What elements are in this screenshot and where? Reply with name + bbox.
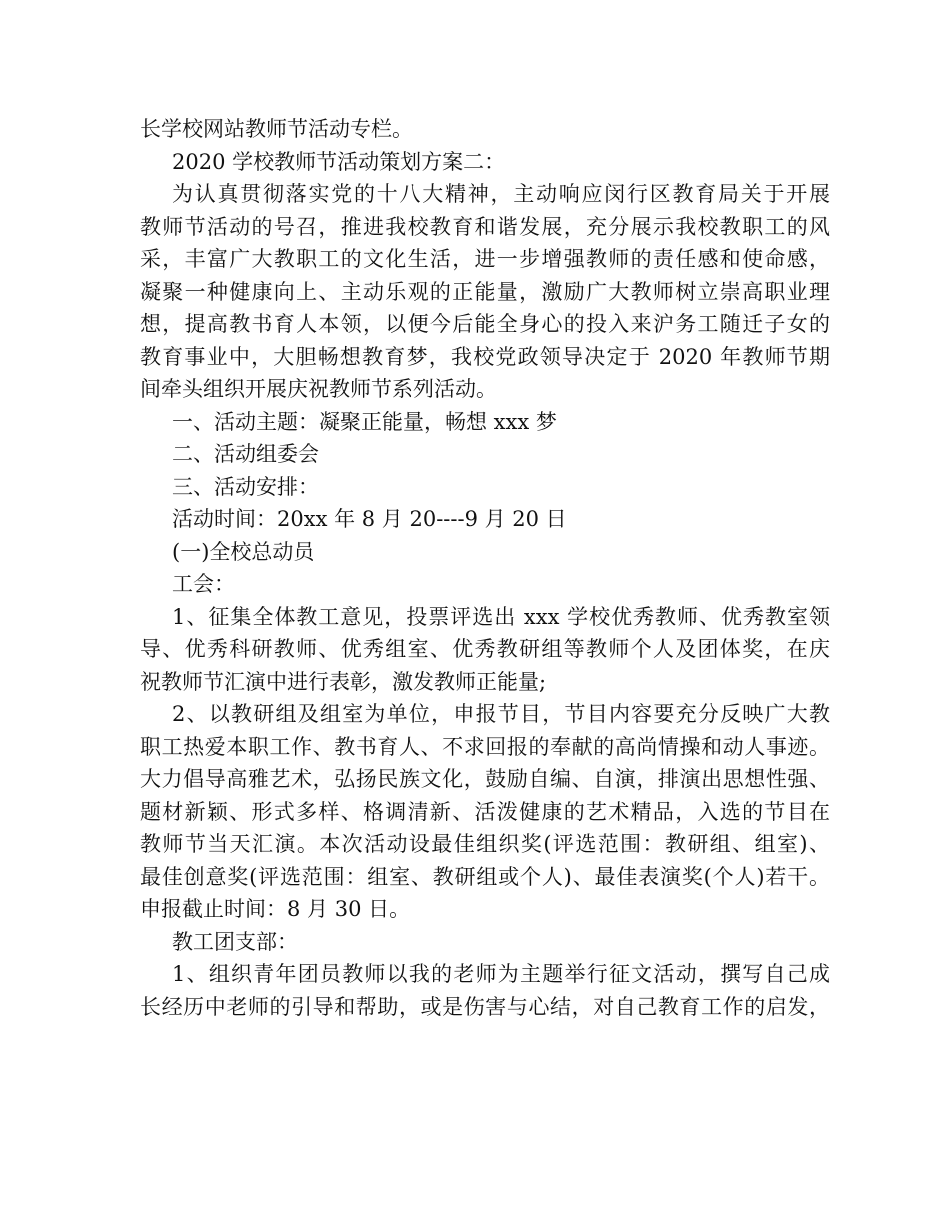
text-line: 为认真贯彻落实党的十八大精神，主动响应闵行区教育局关于开展 <box>172 182 830 206</box>
text-line: 题材新颖、形式多样、格调清新、活泼健康的艺术精品，入选的节目在 <box>140 799 830 824</box>
subsection-heading: 工会： <box>172 572 235 596</box>
text-line: 间牵头组织开展庆祝教师节系列活动。 <box>140 377 497 401</box>
text-line: 长经历中老师的引导和帮助，或是伤害与心结，对自己教育工作的启发， <box>140 994 830 1019</box>
text-line: 大力倡导高雅艺术，弘扬民族文化，鼓励自编、自演，排演出思想性强、 <box>140 767 830 791</box>
section-heading: 二、活动组委会 <box>172 442 319 466</box>
text-line: 采，丰富广大教职工的文化生活，进一步增强教师的责任感和使命感， <box>140 247 830 271</box>
activity-time: 活动时间：20xx 年 8 月 20----9 月 20 日 <box>172 507 567 531</box>
text-line: 长学校网站教师节活动专栏。 <box>140 117 413 141</box>
text-line: 最佳创意奖(评选范围：组室、教研组或个人)、最佳表演奖(个人)若干。 <box>140 864 830 889</box>
section-heading: 一、活动主题：凝聚正能量，畅想 xxx 梦 <box>172 409 557 434</box>
text-line: 想，提高教书育人本领，以便今后能全身心的投入来沪务工随迁子女的 <box>140 312 830 336</box>
text-line: 申报截止时间：8 月 30 日。 <box>140 897 411 921</box>
text-line: 导、优秀科研教师、优秀组室、优秀教研组等教师个人及团体奖，在庆 <box>140 637 830 661</box>
text-line: 2、以教研组及组室为单位，申报节目，节目内容要充分反映广大教 <box>172 702 830 726</box>
text-line: 1、组织青年团员教师以我的老师为主题举行征文活动，撰写自己成 <box>172 962 830 986</box>
text-line: 凝聚一种健康向上、主动乐观的正能量，激励广大教师树立崇高职业理 <box>140 279 830 304</box>
plan-heading: 2020 学校教师节活动策划方案二： <box>172 149 506 174</box>
text-line: 1、征集全体教工意见，投票评选出 xxx 学校优秀教师、优秀教室领 <box>172 604 830 629</box>
subsection-heading: (一)全校总动员 <box>172 539 315 564</box>
section-heading: 三、活动安排： <box>172 474 319 499</box>
text-line: 职工热爱本职工作、教书育人、不求回报的奉献的高尚情操和动人事迹。 <box>140 734 830 759</box>
subsection-heading: 教工团支部： <box>172 929 298 954</box>
text-line: 教育事业中，大胆畅想教育梦，我校党政领导决定于 2020 年教师节期 <box>140 344 830 369</box>
text-line: 祝教师节汇演中进行表彰，激发教师正能量; <box>140 669 547 694</box>
text-line: 教师节活动的号召，推进我校教育和谐发展，充分展示我校教职工的风 <box>140 214 830 239</box>
text-line: 教师节当天汇演。本次活动设最佳组织奖(评选范围：教研组、组室)、 <box>140 832 830 856</box>
document-body <box>140 113 830 1023</box>
